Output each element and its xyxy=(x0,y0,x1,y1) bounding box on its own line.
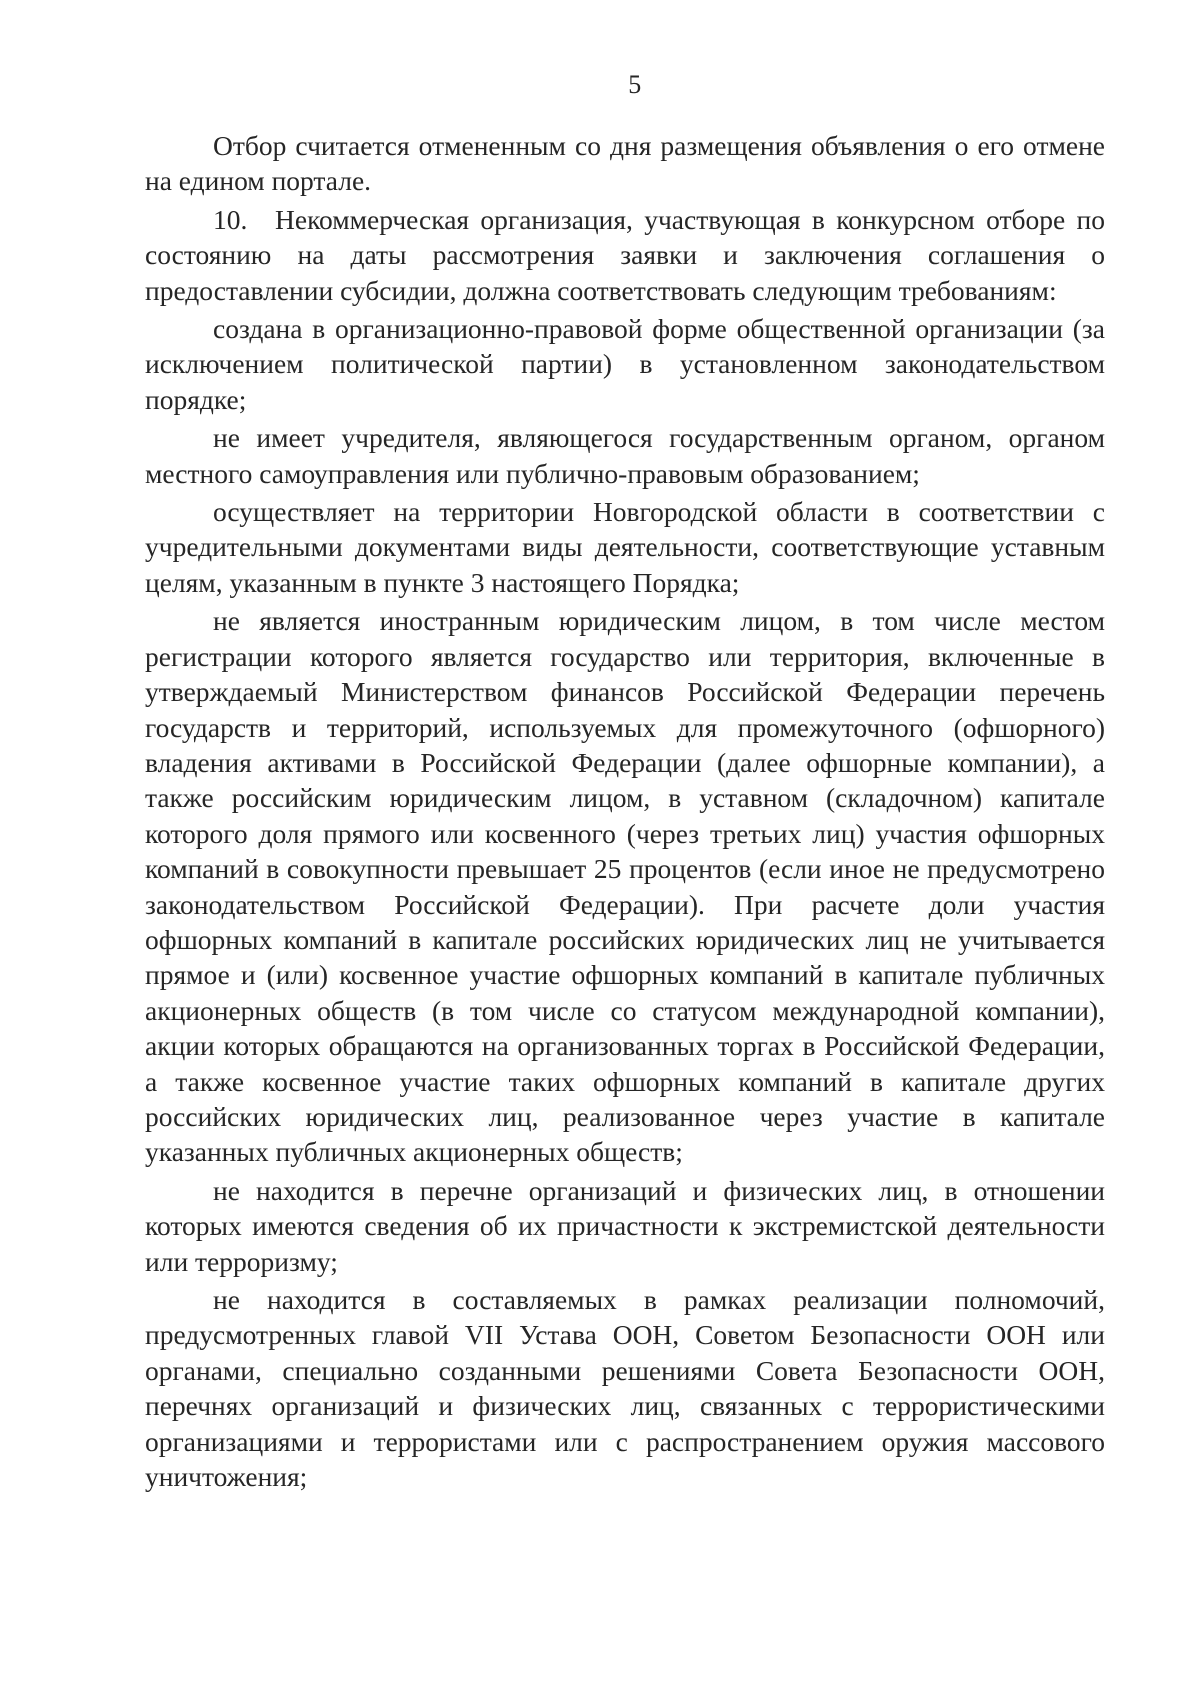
clause-10 xyxy=(145,202,1105,308)
page-number: 5 xyxy=(628,70,642,99)
paragraph-cancellation xyxy=(145,128,1105,199)
paragraph-text: Отбор считается отмененным со дня размещения объявления о его отмене на едином портале. xyxy=(145,130,1105,197)
document-body xyxy=(145,128,1105,1497)
requirement-activity-territory xyxy=(145,494,1105,600)
paragraph-text: Некоммерческая организация, участвующая в конкурсном отборе по состоянию на даты рассмотрения заявки и заключения соглашения о предоставлении субсидии, должна соответствовать следующим требованиям: xyxy=(145,203,1105,306)
paragraph-text: не находится в составляемых в рамках реализации полномочий, предусмотренных главой VII Устава ООН, Советом Безопасности ООН или органами, специально созданными решениями Совета Безопасности ООН, перечнях организаций и физических лиц, связанных с террористическими организациями и террористами или с распространением оружия массового уничтожения; xyxy=(145,1284,1105,1493)
paragraph-text: осуществляет на территории Новгородской области в соответствии с учредительными документами виды деятельности, соответствующие уставным целям, указанным в пункте 3 настоящего Порядка; xyxy=(145,496,1105,598)
requirement-founder xyxy=(145,420,1105,491)
requirement-un-lists xyxy=(145,1282,1105,1494)
paragraph-text: не является иностранным юридическим лицом, в том числе местом регистрации которого является государство или территория, включенные в утверждаемый Министерством финансов Российской Федерации перечень государств и территорий, используемых для промежуточного (офшорного) владения активами в Российской Федерации (далее офшорные компании), а также российским юридическим лицом, в уставном (складочном) капитале которого доля прямого или косвенного (через третьих лиц) участия офшорных компаний в совокупности превышает 25 процентов (если иное не предусмотрено законодательством Российской Федерации). При расчете доли участия офшорных компаний в капитале российских юридических лиц не учитывается прямое и (или) косвенное участие офшорных компаний в капитале публичных акционерных обществ (в том числе со статусом международной компании), акции которых обращаются на организованных торгах в Российской Федерации, а также косвенное участие таких офшорных компаний в капитале других российских юридических лиц, реализованное через участие в капитале указанных публичных акционерных обществ; xyxy=(145,605,1105,1168)
clause-number: 10. xyxy=(213,203,248,235)
paragraph-text: не имеет учредителя, являющегося государственным органом, органом местного самоуправления или публично-правовым образованием; xyxy=(145,422,1105,489)
requirement-organizational-form xyxy=(145,311,1105,417)
paragraph-text: не находится в перечне организаций и физических лиц, в отношении которых имеются сведения об их причастности к экстремистской деятельности или терроризму; xyxy=(145,1174,1105,1277)
requirement-extremism-list xyxy=(145,1173,1105,1279)
paragraph-text: создана в организационно-правовой форме общественной организации (за исключением политической партии) в установленном законодательством порядке; xyxy=(145,313,1105,415)
requirement-offshore xyxy=(145,603,1105,1170)
